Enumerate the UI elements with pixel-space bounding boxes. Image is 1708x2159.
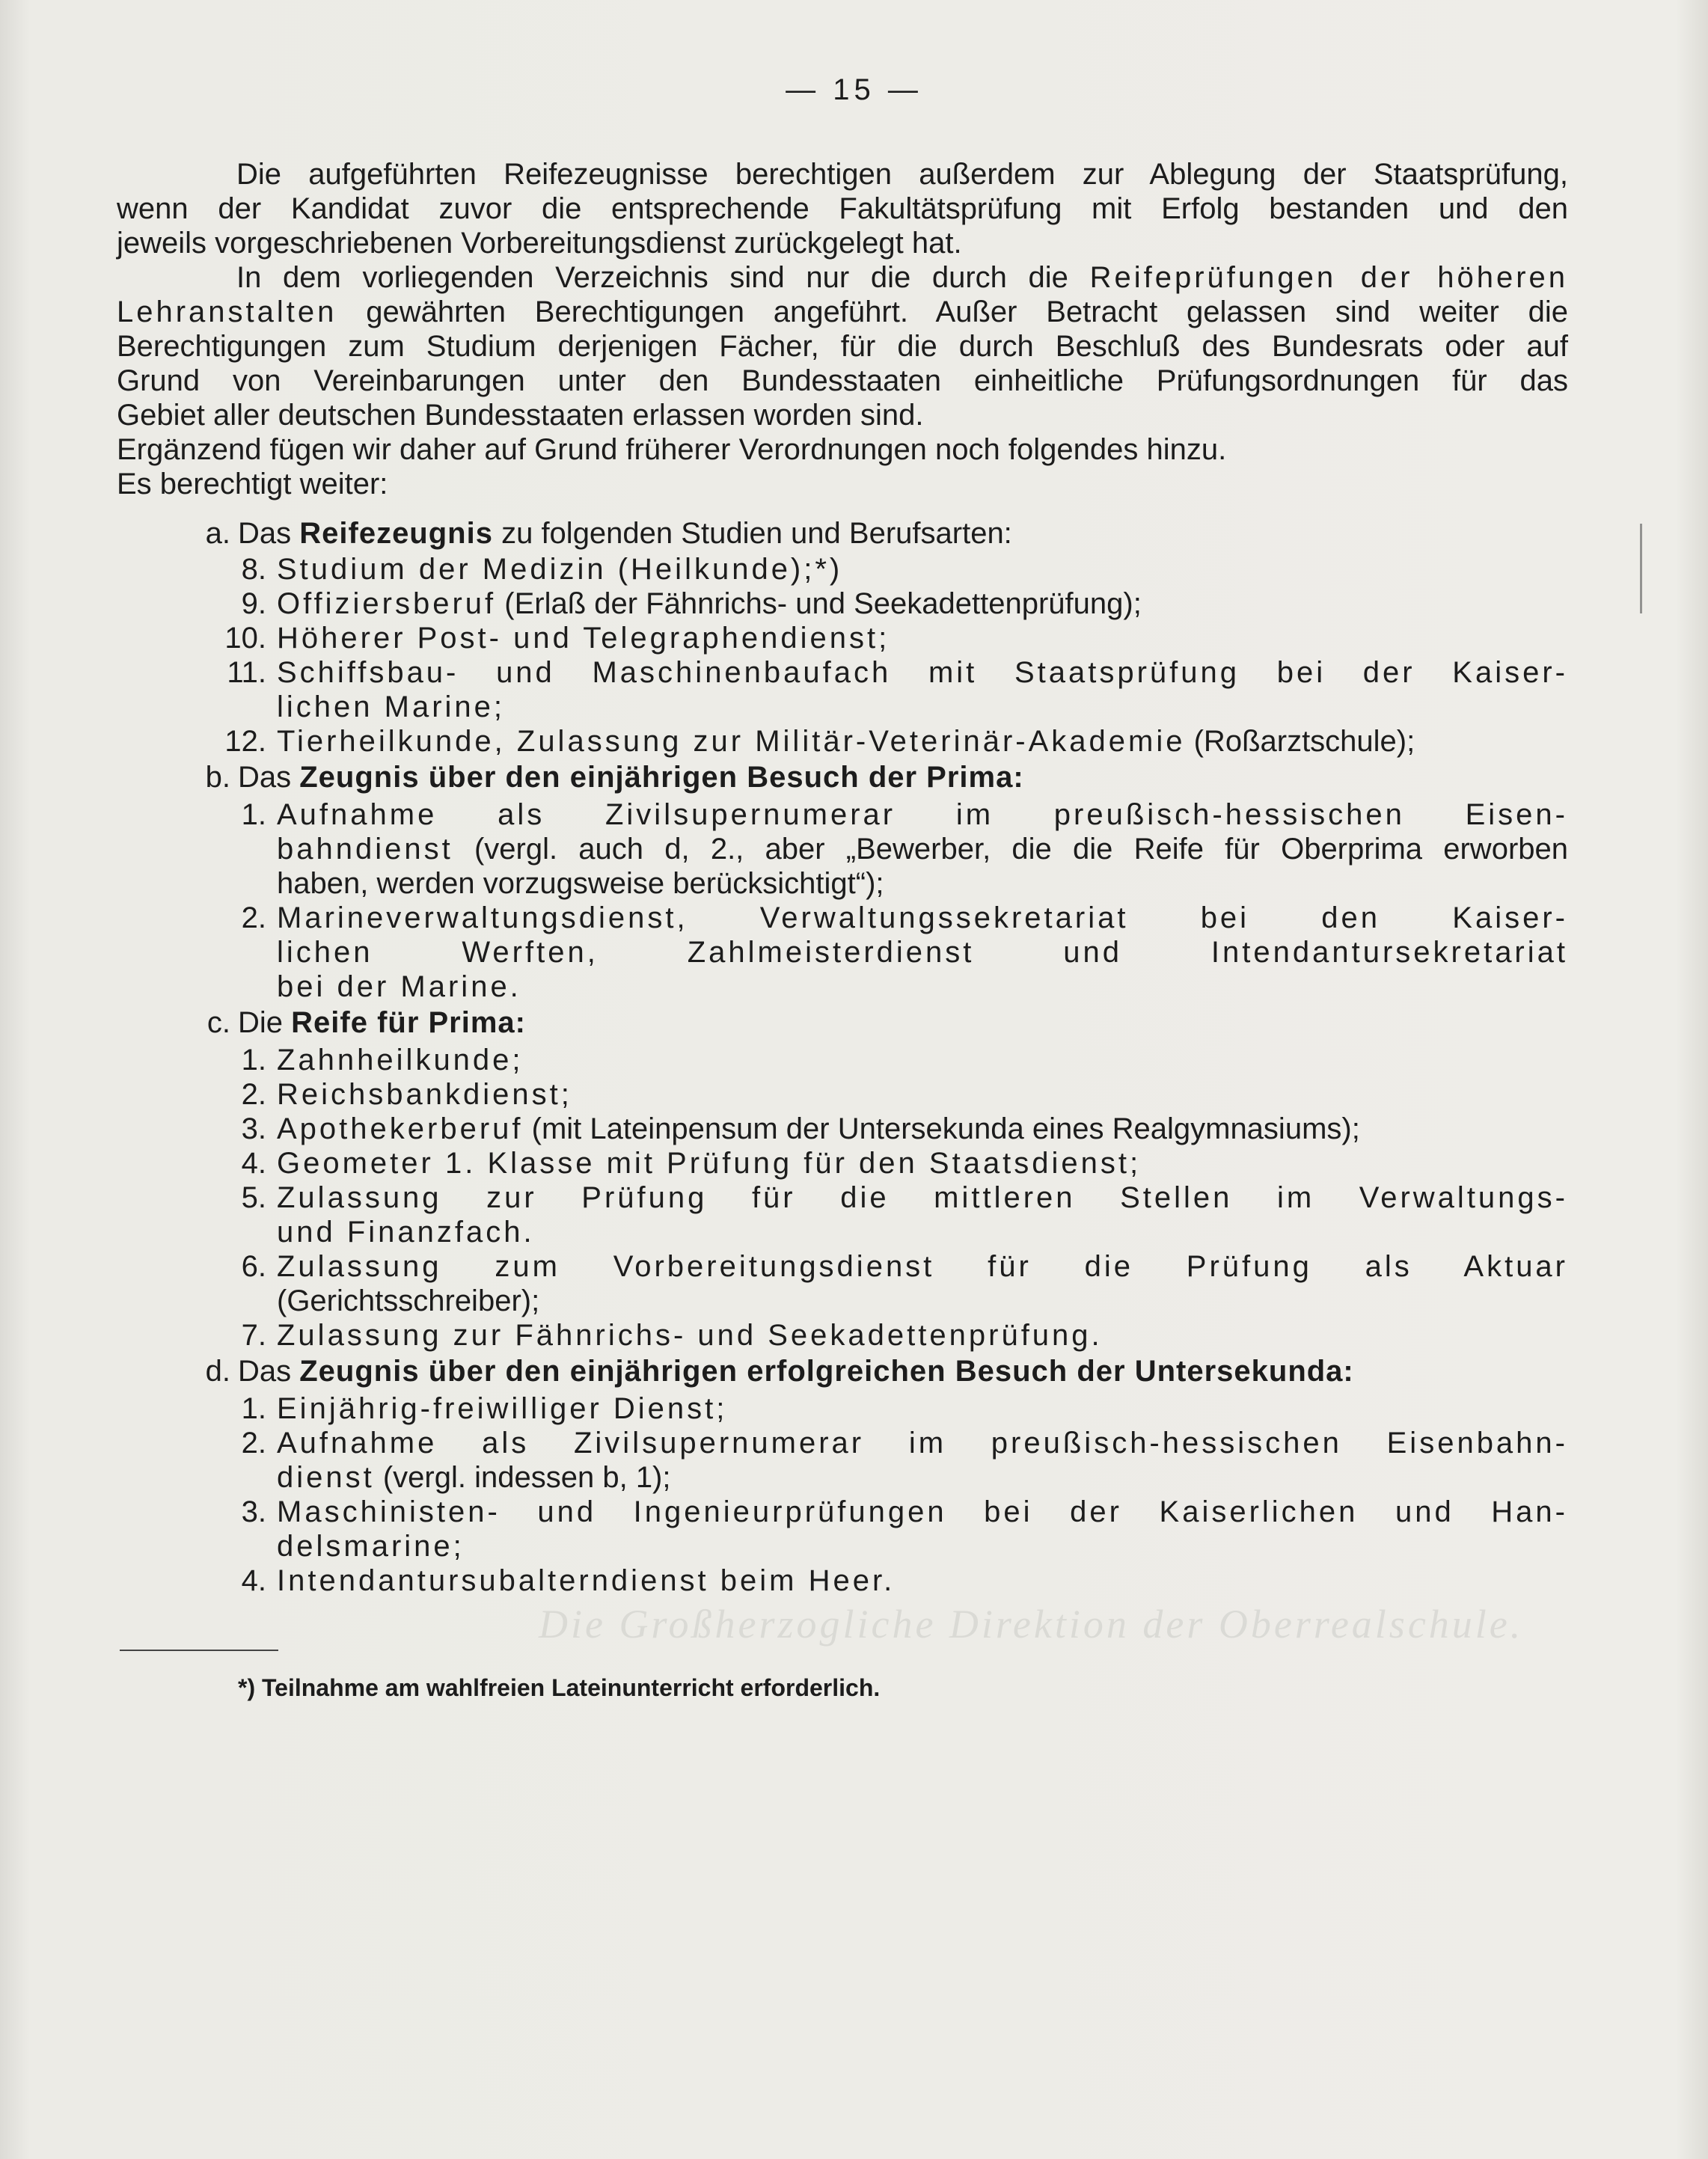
item-number: 7. xyxy=(241,1319,266,1352)
spaced-term: Zulassung zur Fähnrichs- und Seekadettenprüfung. xyxy=(277,1319,1103,1352)
spaced-term: bei der Marine. xyxy=(277,970,521,1003)
intro-line: jeweils vorgeschriebenen Vorbereitungsdienst zurückgelegt hat. xyxy=(117,227,962,260)
section-prefix: Das xyxy=(238,1355,300,1388)
list-item-line xyxy=(277,1284,1568,1318)
list-item-line xyxy=(277,1043,1568,1077)
item-note: (Erlaß der Fähnrichs- und Seekadettenprüfung); xyxy=(496,587,1142,620)
section-prefix: Die xyxy=(238,1006,292,1039)
item-note: (Gerichtsschreiber); xyxy=(277,1284,540,1317)
spaced-term: und Finanzfach. xyxy=(277,1216,535,1249)
list-item-line xyxy=(277,655,1568,690)
list-item-line xyxy=(277,1529,1568,1564)
spaced-term: Aufnahme als Zivilsupernumerar im preußisch-hessischen Eisenbahn- xyxy=(277,1427,1568,1460)
section-heading xyxy=(238,1354,1354,1388)
list-item-line xyxy=(277,1426,1568,1460)
section-marker: a. xyxy=(205,517,230,550)
item-note: (Roßarztschule); xyxy=(1185,725,1415,758)
item-number: 2. xyxy=(241,1427,266,1460)
intro-line: wenn der Kandidat zuvor die entsprechende Fakultätsprüfung mit Erfolg bestanden und den xyxy=(117,192,1568,225)
spaced-term: delsmarine; xyxy=(277,1530,465,1563)
spaced-term: Aufnahme als Zivilsupernumerar im preußisch-hessischen Eisen- xyxy=(277,798,1568,831)
footnote: *) Teilnahme am wahlfreien Lateinunterricht erforderlich. xyxy=(238,1674,881,1701)
paragraph-line: Es berechtigt weiter: xyxy=(117,468,388,500)
list-item-line xyxy=(277,621,1568,655)
item-note: (vergl. auch d, 2., aber „Bewerber, die die Reife für Oberprima erworben xyxy=(453,833,1568,866)
section-prefix: Das xyxy=(238,517,300,550)
list-item-line xyxy=(277,552,1568,587)
section-heading xyxy=(238,516,1012,551)
spaced-term: Marineverwaltungsdienst, Verwaltungssekretariat bei den Kaiser- xyxy=(277,901,1568,934)
list-item-line xyxy=(277,1112,1568,1146)
list-item-line xyxy=(277,1180,1568,1215)
section-heading xyxy=(238,1005,526,1040)
intro-line: Die aufgeführten Reifezeugnisse berechtigen außerdem zur Ablegung der Staatsprüfung, xyxy=(236,158,1568,191)
paragraph-text: gewährten Berechtigungen angeführt. Außer Betracht gelassen sind weiter die xyxy=(337,295,1568,328)
list-item-line xyxy=(277,970,1568,1004)
item-number: 3. xyxy=(241,1495,266,1528)
paragraph-line xyxy=(117,260,1568,295)
page-number: — 15 — xyxy=(786,73,922,106)
list-item-line xyxy=(277,1495,1568,1529)
list-item-line xyxy=(277,1460,1568,1495)
list-item-line xyxy=(277,901,1568,935)
spaced-term: Geometer 1. Klasse mit Prüfung für den Staatsdienst; xyxy=(277,1147,1142,1180)
spaced-term: Offiziersberuf xyxy=(277,587,497,620)
section-title: Zeugnis über den einjährigen Besuch der Prima: xyxy=(299,761,1024,794)
list-item-line xyxy=(277,1077,1568,1112)
list-item-line xyxy=(277,1318,1568,1353)
section-marker: c. xyxy=(206,1006,230,1039)
bleed-through-text: Die Großherzogliche Direktion der Oberrealschule. xyxy=(539,1602,1524,1647)
list-item-line xyxy=(277,1215,1568,1249)
spaced-term: Schiffsbau- und Maschinenbaufach mit Staatsprüfung bei der Kaiser- xyxy=(277,656,1568,689)
document-body xyxy=(117,157,1568,1638)
item-number: 5. xyxy=(241,1181,266,1214)
paragraph-line xyxy=(117,295,1568,329)
spaced-term: Apothekerberuf xyxy=(277,1112,524,1145)
list-item-line xyxy=(277,1391,1568,1426)
item-note: haben, werden vorzugsweise berücksichtigt“); xyxy=(277,867,884,900)
item-number: 1. xyxy=(241,1044,266,1077)
spaced-term: Zulassung zur Prüfung für die mittleren Stellen im Verwaltungs- xyxy=(277,1181,1568,1214)
list-item-line xyxy=(277,724,1568,759)
spaced-term: Zahnheilkunde; xyxy=(277,1044,524,1077)
spaced-term: Tierheilkunde, Zulassung zur Militär-Veterinär-Akademie xyxy=(277,725,1186,758)
spaced-term: Höherer Post- und Telegraphendienst; xyxy=(277,622,890,655)
section-title: Reifezeugnis xyxy=(299,517,493,550)
spaced-term: Reichsbankdienst; xyxy=(277,1078,572,1111)
item-note: (mit Lateinpensum der Untersekunda eines Realgymnasiums); xyxy=(523,1112,1360,1145)
list-item-line xyxy=(277,832,1568,866)
paragraph-line: Grund von Vereinbarungen unter den Bundesstaaten einheitliche Prüfungsordnungen für das xyxy=(117,364,1568,397)
paragraph-line: Ergänzend fügen wir daher auf Grund früherer Verordnungen noch folgendes hinzu. xyxy=(117,433,1227,466)
section-title: Zeugnis über den einjährigen erfolgreichen Besuch der Untersekunda: xyxy=(299,1355,1354,1388)
spaced-term: lichen Werften, Zahlmeisterdienst und Intendantursekretariat xyxy=(277,936,1568,969)
item-number: 2. xyxy=(241,1078,266,1111)
emphasis-text: Lehranstalten xyxy=(117,295,337,328)
scan-edge-mark xyxy=(1640,524,1642,613)
list-item-line xyxy=(277,866,1568,901)
item-note: (vergl. indessen b, 1); xyxy=(374,1461,671,1494)
item-number: 2. xyxy=(241,901,266,934)
spaced-term: Studium der Medizin (Heilkunde);*) xyxy=(277,553,843,586)
section-prefix: Das xyxy=(238,761,300,794)
item-number: 1. xyxy=(241,798,266,831)
section-title: Reife für Prima: xyxy=(291,1006,526,1039)
paragraph-line: Gebiet aller deutschen Bundesstaaten erlassen worden sind. xyxy=(117,399,924,432)
item-number: 8. xyxy=(241,553,266,586)
list-item-line xyxy=(277,1146,1568,1180)
item-number: 9. xyxy=(241,587,266,620)
paragraph-text: In dem vorliegenden Verzeichnis sind nur die durch die xyxy=(236,261,1090,294)
spaced-term: Maschinisten- und Ingenieurprüfungen bei der Kaiserlichen und Han- xyxy=(277,1495,1568,1528)
spaced-term: Einjährig-freiwilliger Dienst; xyxy=(277,1392,728,1425)
item-number: 4. xyxy=(241,1147,266,1180)
section-marker: b. xyxy=(205,761,230,794)
spaced-term: Zulassung zum Vorbereitungsdienst für die Prüfung als Aktuar xyxy=(277,1250,1568,1283)
list-item-line xyxy=(277,1564,1568,1598)
footnote-rule xyxy=(120,1650,278,1651)
item-number: 4. xyxy=(241,1564,266,1597)
list-item-line xyxy=(277,587,1568,621)
section-heading xyxy=(238,760,1024,794)
spaced-term: Intendantursubalterndienst beim Heer. xyxy=(277,1564,896,1597)
section-marker: d. xyxy=(205,1355,230,1388)
emphasis-text: Reifeprüfungen der höheren xyxy=(1089,261,1569,294)
item-number: 1. xyxy=(241,1392,266,1425)
item-number: 11. xyxy=(227,656,266,689)
list-item-line xyxy=(277,935,1568,970)
paragraph-line: Berechtigungen zum Studium derjenigen Fächer, für die durch Beschluß des Bundesrats oder auf xyxy=(117,330,1568,363)
item-number: 3. xyxy=(241,1112,266,1145)
spaced-term: lichen Marine; xyxy=(277,690,506,723)
item-number: 6. xyxy=(241,1250,266,1283)
spaced-term: dienst xyxy=(277,1461,375,1494)
list-item-line xyxy=(277,1249,1568,1284)
item-number: 10. xyxy=(224,622,266,655)
list-item-line xyxy=(277,690,1568,724)
list-item-line xyxy=(277,797,1568,832)
item-number: 12. xyxy=(224,725,266,758)
section-suffix: zu folgenden Studien und Berufsarten: xyxy=(492,517,1012,550)
spaced-term: bahndienst xyxy=(277,833,453,866)
